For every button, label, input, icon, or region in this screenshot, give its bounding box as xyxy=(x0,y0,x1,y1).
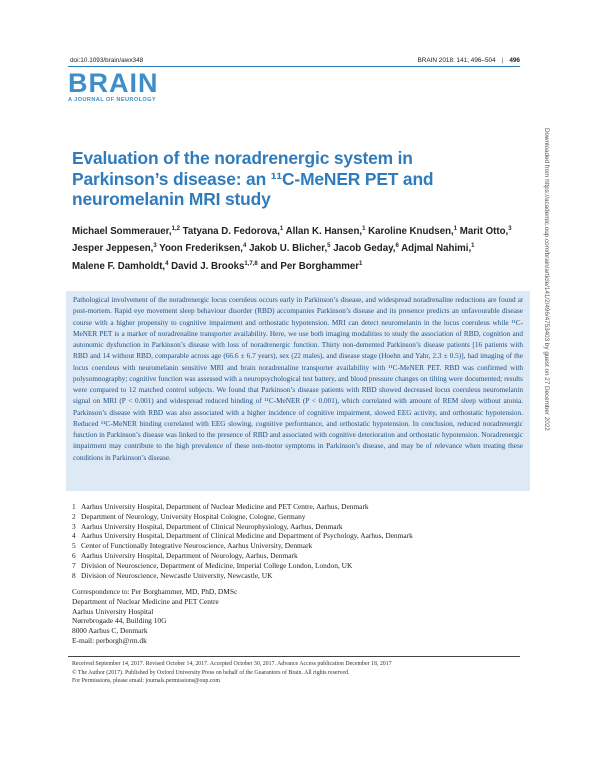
download-side-note[interactable]: Downloaded from https://academic.oup.com/brain/article/141/2/496/4753403 by guest on 27 December 2022 xyxy=(543,128,550,431)
author-affiliation-marker: 3 xyxy=(508,226,512,232)
affiliation-item xyxy=(72,551,512,561)
correspondence-line: Nørrebrogade 44, Building 10G xyxy=(72,616,167,626)
author-text: Karoline Knudsen, xyxy=(368,226,454,238)
affiliation-number: 7 xyxy=(72,560,76,570)
affiliation-item xyxy=(72,561,512,571)
affiliation-item xyxy=(72,512,512,522)
author-affiliation-marker: 1,7,8 xyxy=(244,260,258,267)
author-name xyxy=(171,261,258,272)
author-affiliation-marker: 5 xyxy=(327,243,331,250)
author-affiliation-marker: 6 xyxy=(395,243,399,250)
footer-line: © The Author (2017). Published by Oxford University Press on behalf of the Guarantors of Brain. All rights reserved. xyxy=(72,669,350,676)
affiliation-item xyxy=(72,531,512,541)
affiliation-text: Department of Neurology, University Hospital Cologne, Cologne, Germany xyxy=(81,511,306,521)
author-name xyxy=(72,261,168,272)
author-text: David J. Brooks xyxy=(171,260,245,272)
author-text: Yoon Frederiksen, xyxy=(159,243,244,255)
author-text: Tatyana D. Fedorova, xyxy=(182,226,280,238)
affiliation-item xyxy=(72,541,512,551)
doi-label[interactable]: doi:10.1093/brain/awx348 xyxy=(70,57,144,64)
footer-line: Received September 14, 2017. Revised October 14, 2017. Accepted October 30, 2017. Advance Access publication December 18, 2017 xyxy=(72,661,392,667)
correspondence-line: Aarhus University Hospital xyxy=(72,606,154,616)
correspondence-line: 8000 Aarhus C, Denmark xyxy=(72,626,148,636)
abstract-box: Pathological involvement of the noradrenergic locus coeruleus occurs early in Parkinson’s disease, and widespread noradrenaline reductions are found at post-mortem. Rapid eye movement sleep behaviour disorder (RBD) accompanies Parkinson’s disease and its presence predicts an unfavourable disease course with a higher propensity to cognitive impairment and orthostatic hypotension. MRI can detect neuromelanin in the locus coeruleus while ¹¹C-MeNER PET is a marker of noradrenaline transporter availability. Here, we use both imaging modalities to study the association of RBD, cognition and autonomic dysfunction in Parkinson’s disease with loss of noradrenergic function. Thirty non-demented Parkinson’s disease patients [16 patients with RBD and 14 without RBD, comparable across age (66.6 ± 6.7 years), sex (22 males), and disease stage (Hoehn and Yahr, 2.3 ± 0.5)], had imaging of the locus coeruleus with neuromelanin sensitive MRI and brain noradrenaline transporter availability with ¹¹C-MeNER PET. RBD was confirmed with polysomnography; cognitive function was assessed with a neuropsychological test battery, and blood pressure changes on tilting were documented; results were compared to 12 matched control subjects. We found that Parkinson’s disease patients with RBD showed decreased locus coeruleus neuromelanin signal on MRI (P < 0.001) and widespread reduced binding of ¹¹C-MeNER (P < 0.001), which correlated with amount of REM sleep without atonia. Parkinson’s disease with RBD was also associated with a higher incidence of cognitive impairment, slowed EEG activity, and orthostatic hypotension. Reduced ¹¹C-MeNER binding correlated with EEG slowing, cognitive performance, and orthostatic hypotension. In conclusion, reduced noradrenergic function in Parkinson’s disease was linked to the presence of RBD and associated with cognitive deterioration and orthostatic hypotension. Noradrenergic impairment may contribute to the high prevalence of these non-motor symptoms in Parkinson’s disease, and may be of relevance when treating these conditions in Parkinson’s disease. xyxy=(66,291,530,491)
author-affiliation-marker: 1 xyxy=(471,243,475,250)
author-text: Marit Otto, xyxy=(459,226,509,238)
author-name xyxy=(260,261,362,272)
author-text: Jesper Jeppesen, xyxy=(72,243,154,255)
citation-text: BRAIN 2018: 141; 496–504 xyxy=(417,57,496,64)
author-name xyxy=(368,226,457,237)
header-separator: | xyxy=(501,57,504,64)
affiliation-number: 6 xyxy=(72,550,76,560)
author-affiliation-marker: 1 xyxy=(453,226,458,232)
affiliation-number: 5 xyxy=(72,541,76,551)
author-name xyxy=(183,226,284,237)
footer-rule xyxy=(68,656,520,657)
author-name xyxy=(333,243,399,254)
affiliation-item xyxy=(72,522,512,532)
correspondence-line: Department of Nuclear Medicine and PET Centre xyxy=(72,596,219,606)
journal-name: BRAIN xyxy=(68,68,159,98)
author-text: and Per Borghammer xyxy=(260,260,359,272)
author-name xyxy=(159,243,246,254)
author-text: Malene F. Damholdt, xyxy=(72,260,166,272)
author-text: Michael Sommerauer, xyxy=(72,226,172,238)
correspondence-email[interactable]: E-mail: perborgh@rm.dk xyxy=(72,635,147,645)
author-affiliation-marker: 4 xyxy=(243,243,247,250)
author-affiliation-marker: 3 xyxy=(153,243,157,250)
author-list xyxy=(72,222,512,274)
affiliation-item xyxy=(72,502,512,512)
correspondence-block xyxy=(72,587,372,646)
affiliation-text: Division of Neuroscience, Newcastle University, Newcastle, UK xyxy=(81,570,273,580)
affiliation-text: Division of Neuroscience, Department of Medicine, Imperial College London, London, UK xyxy=(81,560,353,570)
affiliation-number: 1 xyxy=(72,502,76,511)
journal-subtitle: A JOURNAL OF NEUROLOGY xyxy=(68,97,157,103)
publication-footer xyxy=(72,660,522,686)
author-affiliation-marker: 4 xyxy=(165,260,169,267)
footer-line: For Permissions, please email: journals.permissions@oup.com xyxy=(72,678,220,685)
page-number: 496 xyxy=(509,57,520,64)
affiliation-number: 2 xyxy=(72,511,76,521)
affiliation-text: Aarhus University Hospital, Department of Neurology, Aarhus, Denmark xyxy=(81,550,298,560)
author-text: Jakob U. Blicher, xyxy=(249,243,328,255)
affiliation-item xyxy=(72,571,512,581)
affiliation-text: Aarhus University Hospital, Department of Clinical Medicine and Department of Psychology, Aarhus, Denmark xyxy=(81,531,413,541)
article-title: Evaluation of the noradrenergic system in Parkinson’s disease: an ¹¹C-MeNER PET and neuromelanin MRI study xyxy=(72,148,434,209)
affiliation-list xyxy=(72,502,512,580)
author-name xyxy=(401,243,474,254)
author-text: Adjmal Nahimi, xyxy=(401,243,472,255)
affiliation-text: Center of Functionally Integrative Neuroscience, Aarhus University, Denmark xyxy=(81,541,313,551)
author-text: Allan K. Hansen, xyxy=(285,226,363,238)
author-name xyxy=(286,226,366,237)
author-name xyxy=(249,243,330,254)
citation-header xyxy=(417,57,520,64)
author-affiliation-marker: 1 xyxy=(362,226,366,232)
author-affiliation-marker: 1 xyxy=(279,226,284,232)
affiliation-number: 4 xyxy=(72,531,76,541)
author-name xyxy=(460,226,512,237)
affiliation-text: Aarhus University Hospital, Department of Nuclear Medicine and PET Centre, Aarhus, Denmark xyxy=(81,502,369,511)
author-name xyxy=(72,226,180,237)
author-name xyxy=(72,243,157,254)
author-affiliation-marker: 1,2 xyxy=(171,226,180,232)
correspondence-line: Correspondence to: Per Borghammer, MD, PhD, DMSc xyxy=(72,587,238,596)
affiliation-number: 3 xyxy=(72,521,76,531)
journal-logo xyxy=(68,70,159,103)
affiliation-text: Aarhus University Hospital, Department of Clinical Neurophysiology, Aarhus, Denmark xyxy=(81,521,343,531)
affiliation-number: 8 xyxy=(72,570,76,580)
author-text: Jacob Geday, xyxy=(333,243,396,255)
header-rule xyxy=(68,66,520,67)
author-affiliation-marker: 1 xyxy=(359,260,363,267)
